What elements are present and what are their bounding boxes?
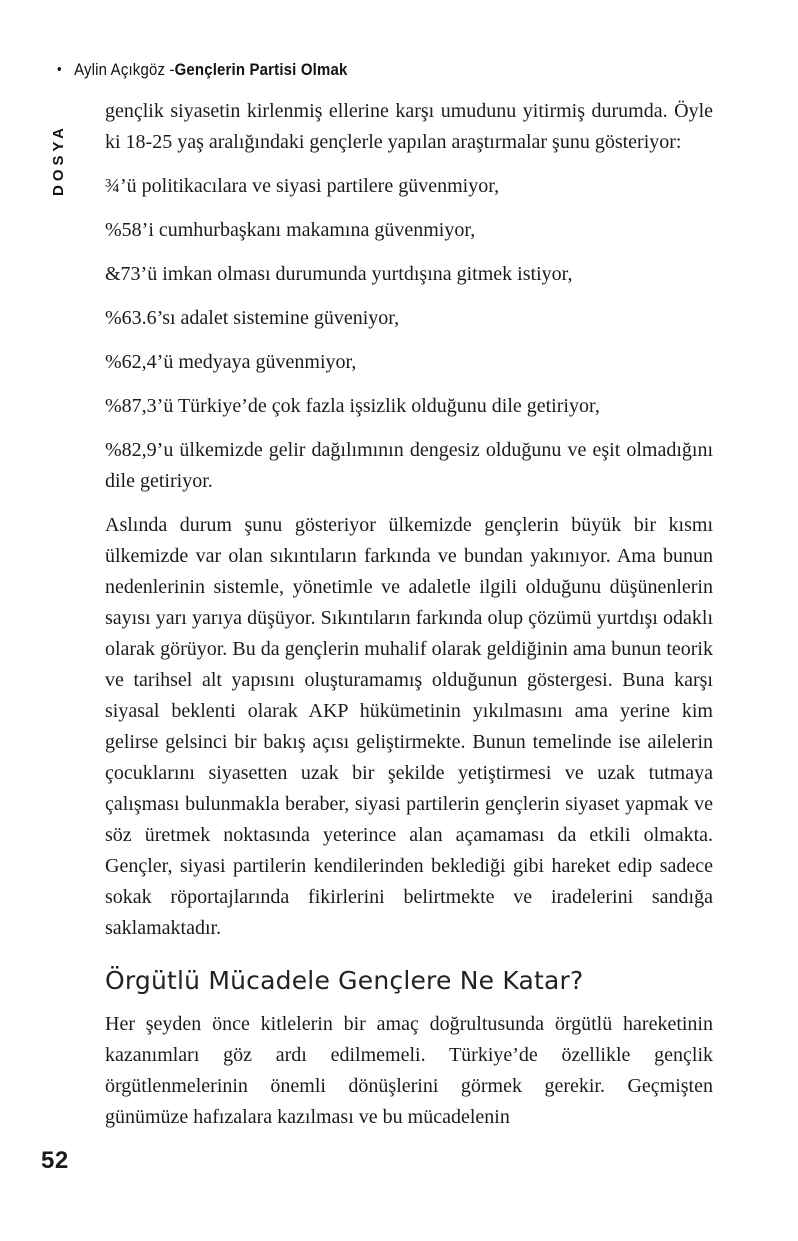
header-author: Aylin Açıkgöz - (74, 60, 175, 79)
stat-line: %87,3’ü Türkiye’de çok fazla işsizlik olduğunu dile getiriyor, (105, 395, 600, 417)
stat-line: ¾’ü politikacılara ve siyasi partilere güvenmiyor, (105, 175, 500, 197)
paragraph-section: Her şeyden önce kitlelerin bir amaç doğrultusunda örgütlü hareketinin kazanımları göz ardı edilmemeli. Türkiye’de özellikle gençlik örgütlenmelerinin önemli dönüşlerini görmek gerekir. Geçmişten günümüze hafızalara kazılması ve bu mücadelenin (105, 1013, 713, 1128)
stat-line: &73’ü imkan olması durumunda yurtdışına gitmek istiyor, (105, 263, 573, 285)
stat-line: %62,4’ü medyaya güvenmiyor, (105, 351, 357, 373)
paragraph-intro: gençlik siyasetin kirlenmiş ellerine karşı umudunu yitirmiş durumda. Öyle ki 18-25 yaş aralığındaki gençlerle yapılan araştırmalar şunu gösteriyor: (105, 100, 713, 153)
page-number: 52 (41, 1147, 69, 1174)
running-header (57, 60, 347, 80)
header-article-title: Gençlerin Partisi Olmak (174, 60, 348, 79)
stat-line: %58’i cumhurbaşkanı makamına güvenmiyor, (105, 219, 476, 241)
section-tab-dosya: DOSYA (50, 124, 67, 196)
stat-line: %82,9’u ülkemizde gelir dağılımının dengesiz olduğunu ve eşit olmadığını dile getiriyor. (105, 439, 713, 492)
section-heading: Örgütlü Mücadele Gençlere Ne Katar? (105, 966, 584, 995)
paragraph-analysis: Aslında durum şunu gösteriyor ülkemizde gençlerin büyük bir kısmı ülkemizde var olan sıkıntıların farkında ve bundan yakınıyor. Ama bunun nedenlerinin sistemle, yönetimle ve adaletle ilgili olduğunu düşünenlerin sayısı yarı yarıya düşüyor. Sıkıntıların farkında olup çözümü yurtdışı odaklı olarak görüyor. Bu da gençlerin muhalif olarak geldiğinin ama bunun teorik ve tarihsel alt yapısını oluşturamamış olduğunun göstergesi. Buna karşı siyasal beklenti olarak AKP hükümetinin yıkılmasını ama yerine kim gelirse gelsinci bir bakış açısı geliştirmekte. Bunun temelinde ise ailelerin çocuklarını siyasetten uzak bir şekilde yetiştirmesi ve uzak tutmaya çalışması bulunmakla beraber, siyasi partilerin gençlerin siyaset yapmak ve söz üretmek noktasında yeterince alan açamaması da etkili olmakta. Gençler, siyasi partilerin kendilerinden beklediği gibi hareket edip sadece sokak röportajlarında fikirlerini belirtmekte ve iradelerini sandığa saklamaktadır. (105, 514, 713, 939)
stat-line: %63.6’sı adalet sistemine güveniyor, (105, 307, 400, 329)
bullet-icon: • (57, 61, 62, 78)
body-text-column (105, 96, 713, 1146)
